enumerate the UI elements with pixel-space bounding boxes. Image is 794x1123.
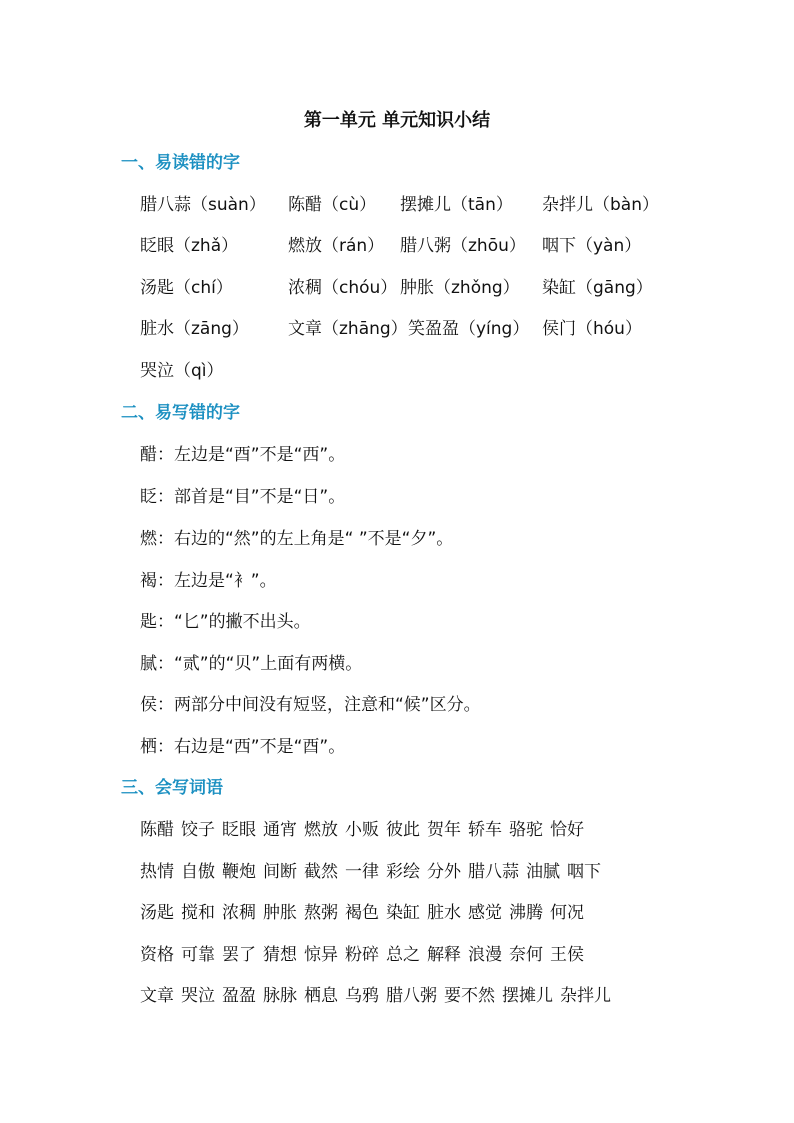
vocab-word: 小贩 (345, 820, 379, 840)
vocab-word: 腊八蒜 (468, 862, 519, 882)
vocab-word: 浓稠 (222, 903, 256, 923)
vocab-word: 陈醋 (140, 820, 174, 840)
pinyin-row (140, 356, 700, 380)
vocab-word: 粉碎 (345, 945, 379, 965)
pinyin-item: 侯门（hóu） (542, 319, 642, 339)
pinyin-item: 杂拌儿（bàn） (542, 195, 659, 215)
pinyin-item: 咽下（yàn） (542, 236, 642, 256)
pinyin-item: 摆摊儿（tān） (400, 195, 513, 215)
pinyin-item: 脏水（zāng） (140, 319, 249, 339)
vocab-word: 奈何 (509, 945, 543, 965)
vocab-word: 恰好 (550, 820, 584, 840)
writing-note: 栖：右边是“西”不是“酉”。 (140, 737, 346, 757)
vocab-word: 文章 (140, 986, 174, 1006)
vocab-word: 鞭炮 (222, 862, 256, 882)
writing-note: 褐：左边是“衤”。 (140, 571, 277, 591)
vocab-word: 贺年 (427, 820, 461, 840)
vocab-word: 间断 (263, 862, 297, 882)
vocab-word: 咽下 (567, 862, 601, 882)
vocab-row (140, 815, 591, 840)
vocab-word: 猜想 (263, 945, 297, 965)
vocab-word: 哭泣 (181, 986, 215, 1006)
vocab-word: 彩绘 (386, 862, 420, 882)
vocab-word: 罢了 (222, 945, 256, 965)
vocab-word: 自傲 (181, 862, 215, 882)
vocab-word: 惊异 (304, 945, 338, 965)
vocab-word: 通宵 (263, 820, 297, 840)
vocab-word: 分外 (427, 862, 461, 882)
vocab-word: 褐色 (345, 903, 379, 923)
vocab-word: 脉脉 (263, 986, 297, 1006)
vocab-word: 腊八粥 (386, 986, 437, 1006)
pinyin-row (140, 190, 700, 214)
pinyin-item: 腊八粥（zhōu） (400, 236, 526, 256)
vocab-word: 何况 (550, 903, 584, 923)
vocab-row (140, 857, 608, 882)
vocab-word: 染缸 (386, 903, 420, 923)
vocab-word: 汤匙 (140, 903, 174, 923)
pinyin-item: 陈醋（cù） (288, 195, 377, 215)
vocab-word: 饺子 (181, 820, 215, 840)
pinyin-item: 燃放（rán） (288, 236, 385, 256)
vocab-word: 骆驼 (509, 820, 543, 840)
vocab-word: 资格 (140, 945, 174, 965)
pinyin-item: 肿胀（zhǒng） (400, 278, 520, 298)
writing-note: 眨：部首是“目”不是“日”。 (140, 487, 346, 507)
vocab-word: 杂拌儿 (560, 986, 611, 1006)
vocab-word: 沸腾 (509, 903, 543, 923)
pinyin-item: 哭泣（qì） (140, 361, 224, 381)
vocab-row (140, 940, 591, 965)
pinyin-item: 腊八蒜（suàn） (140, 195, 266, 215)
writing-note: 侯：两部分中间没有短竖，注意和“候”区分。 (140, 695, 481, 715)
vocab-word: 脏水 (427, 903, 461, 923)
vocab-word: 可靠 (181, 945, 215, 965)
vocab-word: 彼此 (386, 820, 420, 840)
vocab-row (140, 898, 591, 923)
vocab-word: 栖息 (304, 986, 338, 1006)
section-heading-misread: 一、易读错的字 (121, 153, 240, 173)
pinyin-item: 文章（zhāng） (288, 319, 408, 339)
vocab-word: 解释 (427, 945, 461, 965)
page-title: 第一单元 单元知识小结 (303, 110, 491, 131)
vocab-word: 轿车 (468, 820, 502, 840)
pinyin-item: 汤匙（chí） (140, 278, 233, 298)
vocab-word: 摆摊儿 (502, 986, 553, 1006)
vocab-word: 热情 (140, 862, 174, 882)
vocab-word: 浪漫 (468, 945, 502, 965)
vocab-word: 肿胀 (263, 903, 297, 923)
vocab-word: 感觉 (468, 903, 502, 923)
section-heading-miswritten: 二、易写错的字 (121, 403, 240, 423)
writing-note: 匙：“匕”的撇不出头。 (140, 612, 311, 632)
writing-note: 醋：左边是“酉”不是“西”。 (140, 445, 346, 465)
pinyin-item: 笑盈盈（yíng） (408, 319, 530, 339)
vocab-word: 搅和 (181, 903, 215, 923)
vocab-word: 油腻 (526, 862, 560, 882)
vocab-word: 盈盈 (222, 986, 256, 1006)
pinyin-item: 眨眼（zhǎ） (140, 236, 239, 256)
vocab-row (140, 981, 618, 1006)
writing-note: 燃：右边的“然”的左上角是“ ”不是“夕”。 (140, 529, 454, 549)
vocab-word: 王侯 (550, 945, 584, 965)
pinyin-row (140, 273, 700, 297)
vocab-word: 乌鸦 (345, 986, 379, 1006)
vocab-word: 总之 (386, 945, 420, 965)
section-heading-vocabulary: 三、会写词语 (121, 778, 223, 798)
vocab-word: 眨眼 (222, 820, 256, 840)
vocab-word: 一律 (345, 862, 379, 882)
writing-note: 腻：“贰”的“贝”上面有两横。 (140, 654, 363, 674)
vocab-word: 燃放 (304, 820, 338, 840)
pinyin-row (140, 231, 700, 255)
vocab-word: 熬粥 (304, 903, 338, 923)
pinyin-item: 染缸（gāng） (542, 278, 653, 298)
vocab-word: 要不然 (444, 986, 495, 1006)
pinyin-row (140, 314, 700, 338)
pinyin-item: 浓稠（chóu） (288, 278, 398, 298)
vocab-word: 截然 (304, 862, 338, 882)
